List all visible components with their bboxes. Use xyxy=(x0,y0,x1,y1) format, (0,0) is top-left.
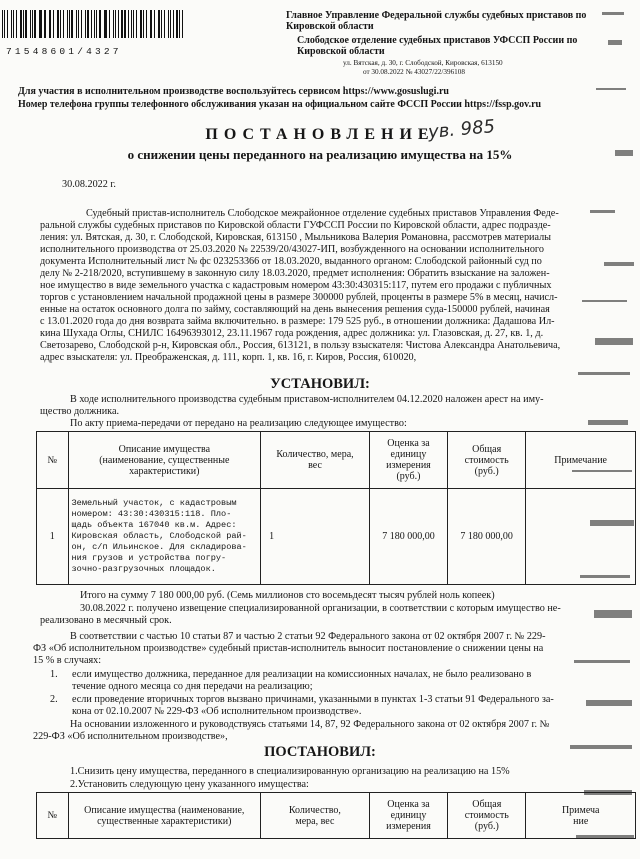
document-title: ПОСТАНОВЛЕНИЕ xyxy=(205,126,435,143)
document-subtitle: о снижении цены переданного на реализацию имущества на 15% xyxy=(127,147,513,162)
col-price-header xyxy=(369,432,447,489)
barcode-bar xyxy=(146,10,147,38)
intro-line: Светозарево, Слободской р-н, Кировская обл., Россия, 613121, в пользу взыскателя: Чистова Александра Анатольевича, xyxy=(40,340,561,351)
basis-line: На основании изложенного и руководствуясь статьями 14, 87, 92 Федерального закона от 02 октября 2007 г. № xyxy=(70,719,550,730)
t2-col-note-header xyxy=(526,793,636,839)
barcode-bar xyxy=(71,10,73,38)
barcode-bar xyxy=(13,10,14,38)
org-address: ул. Вятская, д. 30, г. Слободской, Кировская, 613150 xyxy=(343,59,503,67)
t2-col-total-header-line: (руб.) xyxy=(474,821,499,832)
cell-desc-line: Кировская область, Слободской рай- xyxy=(71,531,247,541)
handwritten-number: ув. 985 xyxy=(427,116,496,143)
barcode-bar xyxy=(118,10,119,38)
col-desc-header xyxy=(68,432,261,489)
cell-desc-line: зочно-разгрузочных площадок. xyxy=(71,564,216,574)
intro-line: адрес взыскателя: ул. Преображенская, д. 111, корп. 1, кв. 16, г. Киров, Россия, 610020, xyxy=(40,352,417,363)
total-sum-line: Итого на сумму 7 180 000,00 руб. (Семь миллионов сто восемьдесят тысяч рублей ноль копеек) xyxy=(80,590,495,601)
col-total-header-line: (руб.) xyxy=(474,465,499,477)
barcode-bar xyxy=(49,10,50,38)
ustanovil-line: щество должника. xyxy=(40,406,120,417)
barcode-bar xyxy=(50,10,51,38)
barcode-bar xyxy=(136,10,137,38)
after-table-line: 15 % в случаях: xyxy=(33,655,102,666)
barcode-bar xyxy=(39,10,40,38)
barcode-bar xyxy=(23,10,24,38)
col-qty-header-line: Количество, мера, xyxy=(276,449,354,460)
t2-col-total-header-line: Общая xyxy=(472,799,502,810)
case-line: кона от 02.10.2007 № 229-ФЗ «Об исполнительном производстве». xyxy=(72,706,362,717)
barcode-bar xyxy=(151,10,152,38)
postanovil-line: 2.Установить следующую цену указанного имущества: xyxy=(70,779,309,790)
barcode-bar xyxy=(81,10,82,38)
barcode-bar xyxy=(57,10,59,38)
intro-line: енные на остаток основного долга по займу, составляющий на день вынесения решения суда-150000 рублей, начиная xyxy=(40,304,550,315)
col-price-header-line: измерения xyxy=(386,460,431,471)
col-price-header-line: (руб.) xyxy=(396,471,421,482)
cell-num: 1 xyxy=(37,489,69,585)
barcode-bar xyxy=(2,10,3,38)
after-table-line: реализовано в месячный срок. xyxy=(40,615,172,626)
barcode-bar xyxy=(63,10,64,38)
barcode-bar xyxy=(78,10,79,38)
cell-desc-line: он, с/п Ильинское. Для складирова- xyxy=(71,542,247,552)
barcode-bar xyxy=(30,10,31,38)
barcode-bar xyxy=(109,10,110,38)
barcode-bar xyxy=(91,10,92,38)
case-marker: 1. xyxy=(50,669,58,680)
barcode-bar xyxy=(34,10,35,38)
barcode-bar xyxy=(173,10,174,38)
col-total-header-line: стоимость xyxy=(464,454,509,466)
cell-desc-line: номером: 43:30:430315:118. Пло- xyxy=(71,509,232,519)
barcode-bar xyxy=(20,10,21,38)
t2-col-desc-header-line: Описание имущества (наименование, xyxy=(84,804,245,816)
barcode-bar xyxy=(158,10,160,38)
intro-line: исполнительного производства от 25.03.2020 № 22539/20/43027-ИП, возбужденного на основании исполнительного xyxy=(40,244,544,255)
intro-line: ления: ул. Вятская, д. 30, г. Слободской, Кировская, 613150 , Мыльникова Валерия Романовна, рассмотрев материалы xyxy=(40,232,552,243)
intro-line: ное имущество в виде земельного участка с кадастровым номером 43:30:430315:117, путем его продажи с публичных xyxy=(40,280,552,291)
t2-col-total-header xyxy=(448,793,526,839)
t2-col-price-header xyxy=(369,793,447,839)
barcode-bar xyxy=(53,10,54,38)
intro-line: с 13.01.2020 года до дня возврата займа включительно. в размере: 179 525 руб., в отношении должника: Дадашова Ил- xyxy=(40,316,555,327)
barcode-bar xyxy=(69,10,70,38)
doc-date-ref: от 30.08.2022 № 43027/22/396108 xyxy=(363,68,465,76)
cell-note xyxy=(526,489,636,585)
document-date: 30.08.2022 г. xyxy=(62,179,116,190)
postanovil-line: 1.Снизить цену имущества, переданного в специализированную организацию на реализацию на 15% xyxy=(70,766,510,777)
table-row xyxy=(37,489,636,585)
barcode-bar xyxy=(143,10,144,38)
barcode-bar xyxy=(124,10,126,38)
barcode-bar xyxy=(87,10,89,38)
notice-phone: Номер телефона группы телефонного обслуживания указан на официальном сайте ФССП России https://fssp.gov.ru xyxy=(18,99,542,110)
after-table-line: В соответствии с частью 10 статьи 87 и частью 2 статьи 92 Федерального закона от 02 октября 2007 г. № 229- xyxy=(70,631,546,642)
t2-col-num-header: № xyxy=(37,793,69,839)
col-num-header: № xyxy=(37,432,69,489)
t2-col-price-header-line: Оценка за xyxy=(387,799,430,810)
ustanovil-line: В ходе исполнительного производства судебным приставом-исполнителем 04.12.2020 наложен арест на иму- xyxy=(70,394,544,405)
notice-gosuslugi: Для участия в исполнительном производстве воспользуйтесь сервисом https://www.gosuslugi.ru xyxy=(18,86,449,97)
barcode xyxy=(2,2,186,38)
t2-col-qty-header-line: мера, вес xyxy=(295,815,335,827)
barcode-bar xyxy=(131,10,132,38)
t2-col-total-header-line: стоимость xyxy=(464,810,509,821)
col-desc-header-line: Описание имущества xyxy=(118,443,211,455)
intro-line: делу № 2-218/2020, вступившему в законную силу 18.03.2020, предмет исполнения: Обратить взыскание на заложен- xyxy=(40,268,550,279)
ustanovil-line: По акту приема-передачи от передано на реализацию следующее имущество: xyxy=(70,418,407,429)
case-line: если проведение вторичных торгов вызвано причинами, указанными в пунктах 1-3 статьи 91 Федерального за- xyxy=(72,694,554,705)
after-table-line: 30.08.2022 г. получено извещение специализированной организации, в соответствии с которым имущество не- xyxy=(80,603,561,614)
col-qty-header xyxy=(261,432,370,489)
barcode-bar xyxy=(44,10,45,38)
cell-desc-line: ния грузов и устройства погру- xyxy=(71,553,227,563)
org-line-3: Слободское отделение судебных приставов УФССП России по xyxy=(297,35,578,46)
barcode-bar xyxy=(182,10,183,38)
t2-col-qty-header-line: Количество, xyxy=(288,804,341,816)
case-marker: 2. xyxy=(50,694,58,705)
after-table-line: ФЗ «Об исполнительном производстве» судебный пристав-исполнитель выносит постановление о снижении цены на xyxy=(33,643,544,654)
col-desc-header-line: (наименование, существенные xyxy=(99,454,230,466)
barcode-bar xyxy=(104,10,105,38)
cell-desc-line: Земельный участок, с кадастровым xyxy=(71,498,237,508)
t2-col-desc-header-line: существенные характеристики) xyxy=(97,815,232,827)
barcode-bar xyxy=(96,10,97,38)
cell-desc-line: щадь объекта 167040 кв.м. Адрес: xyxy=(71,520,237,530)
barcode-bar xyxy=(16,10,17,38)
barcode-bar xyxy=(4,10,5,38)
barcode-bar xyxy=(150,10,151,38)
t2-col-note-header-line: Примеча xyxy=(561,804,600,816)
barcode-bar xyxy=(76,10,77,38)
t2-col-desc-header xyxy=(68,793,260,839)
barcode-bar xyxy=(60,10,61,38)
barcode-bar xyxy=(170,10,171,38)
barcode-bar xyxy=(133,10,134,38)
barcode-bar xyxy=(99,10,100,38)
barcode-bar xyxy=(154,10,155,38)
barcode-bar xyxy=(168,10,169,38)
barcode-bar xyxy=(121,10,122,38)
org-line-4: Кировской области xyxy=(297,46,385,57)
barcode-number: 71548601/4327 xyxy=(6,46,122,57)
barcode-bar xyxy=(113,10,114,38)
t2-col-qty-header xyxy=(261,793,370,839)
barcode-bar xyxy=(115,10,116,38)
postanovil-heading: ПОСТАНОВИЛ: xyxy=(264,744,376,760)
cell-desc xyxy=(68,489,261,585)
col-total-header xyxy=(448,432,526,489)
property-table xyxy=(36,431,636,585)
cell-total: 7 180 000,00 xyxy=(448,489,526,585)
case-line: если имущество должника, переданное для реализации на комиссионных началах, не было реализовано в xyxy=(72,669,532,680)
intro-line: торгов с установлением начальной продажной цены в размере 300000 рублей, проценты в размере 5% в месяц, начисл- xyxy=(40,292,558,303)
col-qty-header-line: вес xyxy=(308,460,322,471)
col-price-header-line: Оценка за xyxy=(387,438,430,449)
new-price-table xyxy=(36,792,636,839)
intro-line: кина Шухада Оглы, СНИЛС 16496393012, 23.11.1967 года рождения, адрес должника: ул. Глазовская, д. 27, кв. 1, д. xyxy=(40,328,544,339)
barcode-bar xyxy=(128,10,129,38)
intro-line: ральной службы судебных приставов по Кировской области ГУФССП России по Кировской области, адрес подразде- xyxy=(40,220,551,231)
cell-qty: 1 xyxy=(261,489,370,585)
intro-line: документа Исполнительный лист № фс 023253366 от 18.03.2020, выданного органом: Слободской районный суд по xyxy=(40,256,542,267)
barcode-bar xyxy=(32,10,33,38)
cell-price: 7 180 000,00 xyxy=(369,489,447,585)
t2-col-note-header-line: ние xyxy=(573,815,589,827)
barcode-bar xyxy=(105,10,107,38)
barcode-bar xyxy=(176,10,178,38)
barcode-bar xyxy=(179,10,180,38)
barcode-bar xyxy=(67,10,68,38)
t2-col-price-header-line: измерения xyxy=(386,821,431,832)
org-line-2: Кировской области xyxy=(286,21,374,32)
barcode-bar xyxy=(85,10,86,38)
col-price-header-line: единицу xyxy=(390,449,427,460)
barcode-bar xyxy=(161,10,162,38)
col-total-header-line: Общая xyxy=(472,443,502,455)
barcode-bar xyxy=(164,10,165,38)
basis-line: 229-ФЗ «Об исполнительном производстве», xyxy=(33,731,228,742)
col-note-header: Примечание xyxy=(526,432,636,489)
barcode-bar xyxy=(140,10,142,38)
barcode-bar xyxy=(11,10,13,38)
col-desc-header-line: характеристики) xyxy=(129,465,200,477)
barcode-bar xyxy=(94,10,95,38)
ustanovil-heading: УСТАНОВИЛ: xyxy=(270,376,370,392)
t2-col-price-header-line: единицу xyxy=(390,810,427,821)
barcode-bar xyxy=(7,10,8,38)
barcode-bar xyxy=(40,10,42,38)
org-line-1: Главное Управление Федеральной службы судебных приставов по xyxy=(286,10,587,21)
case-line: течение одного месяца со дня передачи на реализацию; xyxy=(72,681,313,692)
intro-line: Судебный пристав-исполнитель Слободское межрайонное отделение судебных приставов Управления Феде- xyxy=(86,208,559,219)
barcode-bar xyxy=(25,10,27,38)
